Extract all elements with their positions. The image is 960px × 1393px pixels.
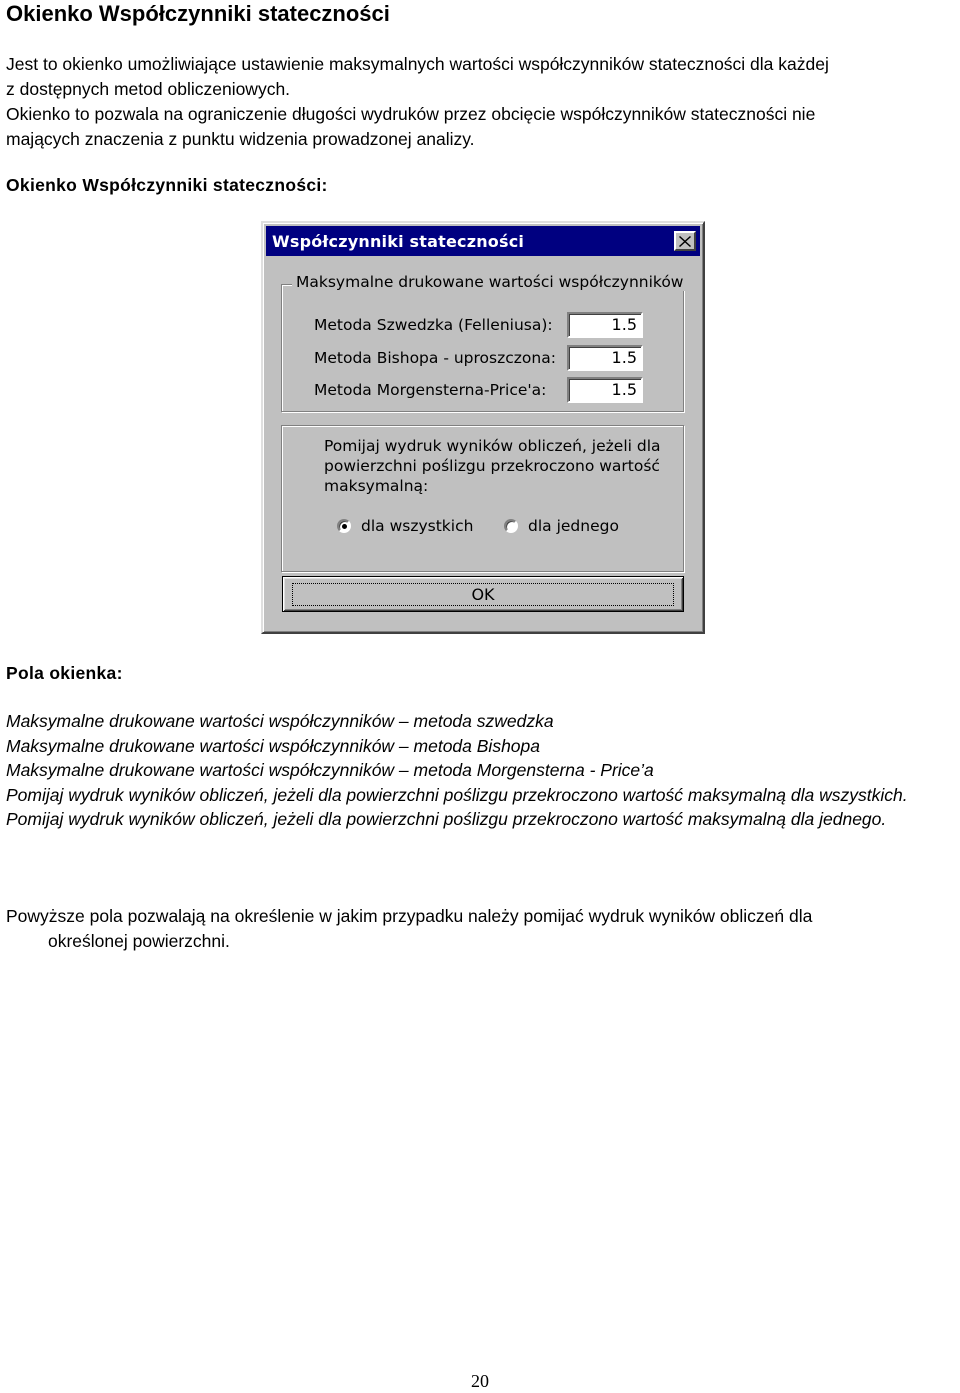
summary-line: Powyższe pola pozwalają na określenie w jakim przypadku należy pomijać wydruk wyników obliczeń dla	[6, 906, 813, 926]
radio-for-all[interactable]	[337, 517, 473, 535]
radio-for-all-label: dla wszystkich	[361, 517, 474, 535]
list-item: Maksymalne drukowane wartości współczynników – metoda szwedzka	[6, 711, 554, 731]
ok-button-label: OK	[292, 583, 673, 606]
max-values-group	[281, 273, 684, 412]
intro-line: Jest to okienko umożliwiające ustawienie maksymalnych wartości współczynników stateczności dla każdej	[6, 54, 829, 74]
page-number: 20	[471, 1371, 489, 1391]
stability-coefficients-dialog	[261, 221, 705, 634]
page-title: Okienko Współczynniki stateczności	[6, 1, 390, 26]
intro-line: z dostępnych metod obliczeniowych.	[6, 79, 291, 99]
bishop-method-input[interactable]: 1.5	[567, 345, 643, 371]
list-item: Maksymalne drukowane wartości współczynników – metoda Morgensterna - Price’a	[6, 760, 654, 780]
summary-line: określonej powierzchni.	[48, 931, 230, 951]
list-item: Pomijaj wydruk wyników obliczeń, jeżeli dla powierzchni poślizgu przekroczono wartość maksymalną dla wszystkich.	[6, 784, 908, 805]
ok-button[interactable]	[282, 576, 684, 612]
close-button[interactable]	[674, 231, 696, 251]
fields-heading: Pola okienka:	[6, 663, 123, 683]
skip-printout-description: Pomijaj wydruk wyników obliczeń, jeżeli dla powierzchni poślizgu przekroczono wartość maksymalną:	[324, 437, 661, 495]
radio-selected-icon	[337, 519, 351, 533]
radio-for-one-label: dla jednego	[528, 517, 619, 535]
intro-line: Okienko to pozwala na ograniczenie długości wydruków przez obcięcie współczynników stateczności nie	[6, 104, 816, 124]
close-icon	[679, 236, 691, 247]
dialog-section-heading: Okienko Współczynniki stateczności:	[6, 175, 328, 195]
list-item: Maksymalne drukowane wartości współczynników – metoda Bishopa	[6, 735, 540, 756]
bishop-method-label: Metoda Bishopa - uproszczona:	[314, 349, 556, 367]
dialog-titlebar	[266, 226, 700, 256]
fields-list	[6, 709, 951, 832]
intro-line: mających znaczenia z punktu widzenia prowadzonej analizy.	[6, 129, 475, 149]
swedish-method-label: Metoda Szwedzka (Felleniusa):	[314, 316, 553, 334]
radio-unselected-icon	[504, 519, 518, 533]
swedish-method-input[interactable]: 1.5	[567, 312, 643, 338]
radio-for-one[interactable]	[504, 517, 619, 535]
list-item: Pomijaj wydruk wyników obliczeń, jeżeli dla powierzchni poślizgu przekroczono wartość maksymalną dla jednego.	[6, 809, 887, 829]
morgenstern-method-label: Metoda Morgensterna-Price'a:	[314, 381, 547, 399]
dialog-title: Współczynniki stateczności	[272, 231, 525, 251]
intro-paragraph	[6, 52, 951, 152]
skip-printout-group	[281, 425, 684, 572]
morgenstern-method-input[interactable]: 1.5	[567, 377, 643, 403]
summary-paragraph	[6, 904, 951, 954]
max-values-group-legend: Maksymalne drukowane wartości współczynników	[292, 273, 687, 291]
